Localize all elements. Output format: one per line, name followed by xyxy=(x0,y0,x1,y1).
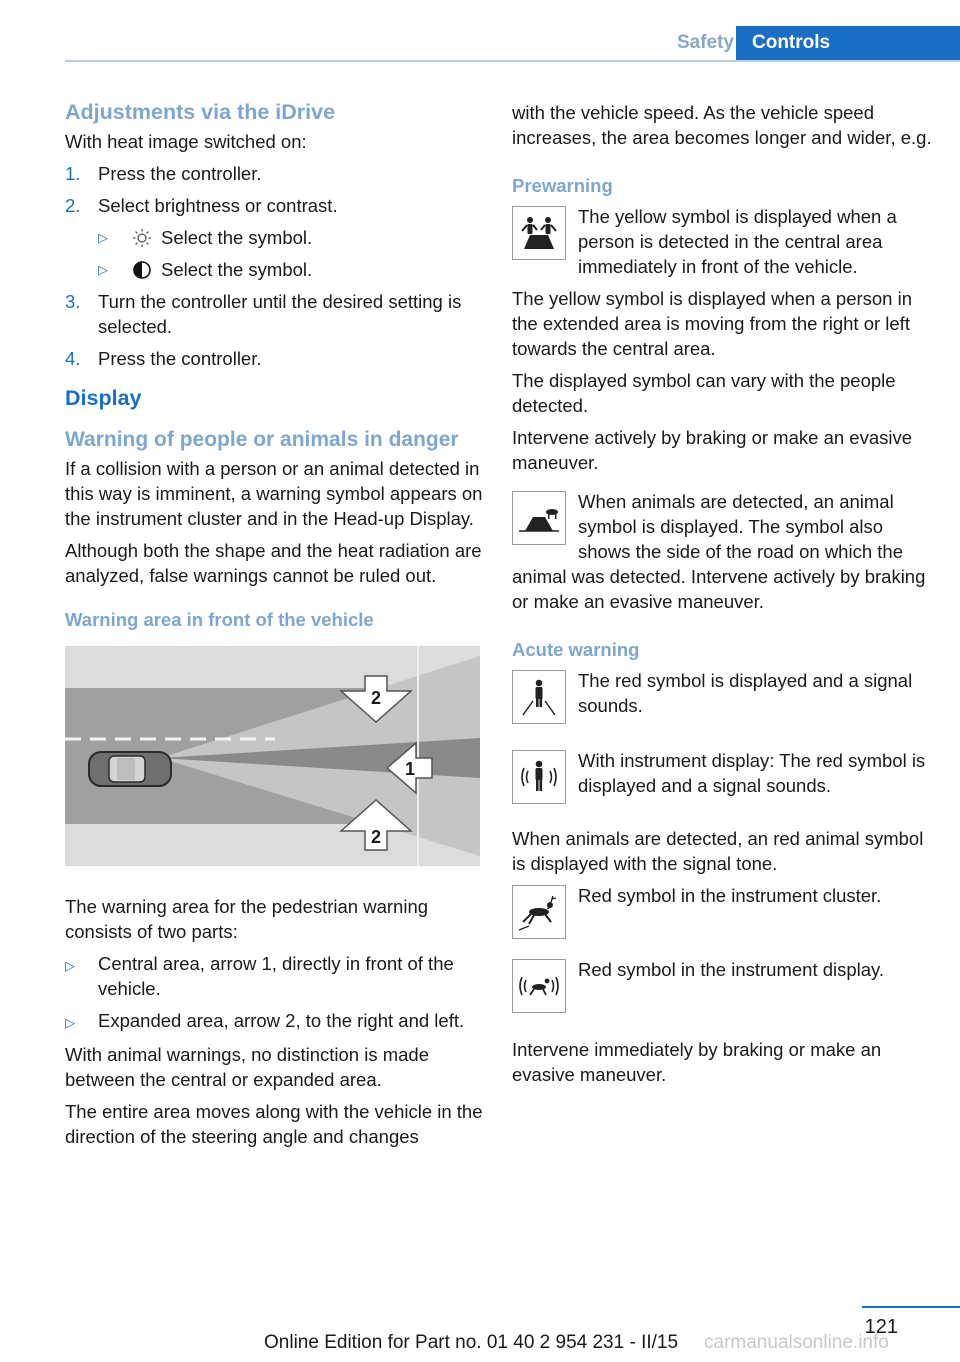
bullet-text: Expanded area, arrow 2, to the right and left. xyxy=(98,1010,465,1031)
footer-edition: Online Edition for Part no. 01 40 2 954 231 - II/15 xyxy=(264,1332,679,1353)
footer-rule xyxy=(862,1306,960,1308)
brightness-icon xyxy=(131,227,153,249)
paragraph-speed: with the vehicle speed. As the vehicle speed increases, the area becomes longer and wider, e.g. xyxy=(512,102,932,148)
prewarning-text-yellow1: The yellow symbol is displayed when a person is detected in the central area immediately in front of the vehicle. xyxy=(578,206,897,277)
warning-area-diagram xyxy=(65,646,480,866)
pedestrians-icon xyxy=(512,206,566,260)
paragraph-although: Although both the shape and the heat radiation are analyzed, false warnings cannot be ruled out. xyxy=(65,540,482,586)
paragraph-area-parts: The warning area for the pedestrian warning consists of two parts: xyxy=(65,896,429,942)
paragraph-heat: With heat image switched on: xyxy=(65,131,307,152)
right-column xyxy=(512,100,932,1094)
heading-warning-area: Warning area in front of the vehicle xyxy=(65,609,374,630)
heading-prewarning: Prewarning xyxy=(512,175,613,196)
paragraph-yellow2: The yellow symbol is displayed when a person in the extended area is moving from the right or left towards the central area. xyxy=(512,288,913,359)
paragraph-intervene1: Intervene actively by braking or make an evasive maneuver. xyxy=(512,427,913,473)
red-cluster-block xyxy=(512,883,932,943)
red-display-text: Red symbol in the instrument display. xyxy=(578,959,885,980)
animal-detect-text: When animals are detected, an animal symbol is displayed. The symbol also shows the side of the road on which the animal was detected. Intervene actively by braking or make an evasive maneuver. xyxy=(512,491,926,612)
step-number: 3. xyxy=(65,291,81,312)
acute-text-2: With instrument display: The red symbol is displayed and a signal sounds. xyxy=(578,750,926,796)
left-column xyxy=(65,100,483,1156)
sub-item-text: Select the symbol. xyxy=(161,227,313,248)
acute-text-1: The red symbol is displayed and a signal sounds. xyxy=(578,670,913,716)
heading-display: Display xyxy=(65,386,142,410)
animal-detect-block xyxy=(512,489,932,614)
step-text: Press the controller. xyxy=(98,163,262,184)
bullet-expanded xyxy=(65,1008,483,1035)
animal-road-icon xyxy=(512,491,566,545)
paragraph-red-animal: When animals are detected, an red animal symbol is displayed with the signal tone. xyxy=(512,828,924,874)
pedestrian-road-icon xyxy=(512,670,566,724)
step-4 xyxy=(65,346,483,371)
heading-warning: Warning of people or animals in danger xyxy=(65,428,459,451)
header-rule xyxy=(65,60,960,62)
paragraph-intervene2: Intervene immediately by braking or make an evasive maneuver. xyxy=(512,1039,882,1085)
step-1 xyxy=(65,161,483,186)
step-number: 2. xyxy=(65,195,81,216)
step-3 xyxy=(65,289,483,339)
paragraph-vary: The displayed symbol can vary with the people detected. xyxy=(512,370,896,416)
heading-acute: Acute warning xyxy=(512,639,640,660)
paragraph-animal: With animal warnings, no distinction is made between the central or expanded area. xyxy=(65,1044,429,1090)
bullet-central xyxy=(65,951,483,1001)
step-2 xyxy=(65,193,483,218)
sub-item-contrast xyxy=(98,257,483,282)
car-icon xyxy=(89,752,171,786)
contrast-icon xyxy=(131,259,153,281)
red-cluster-text: Red symbol in the instrument cluster. xyxy=(578,885,882,906)
arrow-label-center: 1 xyxy=(404,759,416,779)
step-text: Select brightness or contrast. xyxy=(98,195,338,216)
step-text: Turn the controller until the desired setting is selected. xyxy=(98,291,462,337)
deer-icon xyxy=(512,885,566,939)
tab-safety: Safety xyxy=(676,32,734,53)
triangle-bullet-icon: ▷ xyxy=(65,1015,75,1030)
deer-signal-icon xyxy=(512,959,566,1013)
triangle-bullet-icon: ▷ xyxy=(65,958,75,973)
paragraph-collision: If a collision with a person or an animal detected in this way is imminent, a warning symbol appears on the instrument cluster and in the Head-up Display. xyxy=(65,458,483,529)
arrow-label-bottom: 2 xyxy=(370,827,382,847)
triangle-bullet-icon: ▷ xyxy=(98,230,108,245)
bullet-text: Central area, arrow 1, directly in front of the vehicle. xyxy=(98,953,454,999)
paragraph-moves: The entire area moves along with the vehicle in the direction of the steering angle and changes xyxy=(65,1101,483,1147)
sub-item-brightness xyxy=(98,225,483,250)
step-text: Press the controller. xyxy=(98,348,262,369)
step-number: 1. xyxy=(65,163,81,184)
step-number: 4. xyxy=(65,348,81,369)
prewarning-symbol-block xyxy=(512,204,932,279)
triangle-bullet-icon: ▷ xyxy=(98,262,108,277)
acute-symbol-block-2 xyxy=(512,748,932,808)
page-number: 121 xyxy=(864,1316,898,1338)
watermark: carmanualsonline.info xyxy=(704,1332,889,1353)
sub-item-text: Select the symbol. xyxy=(161,259,313,280)
tab-controls: Controls xyxy=(736,26,960,62)
red-display-block xyxy=(512,957,932,1017)
acute-symbol-block-1 xyxy=(512,668,932,728)
heading-idrive: Adjustments via the iDrive xyxy=(65,100,336,124)
arrow-label-top: 2 xyxy=(370,688,382,708)
pedestrian-signal-icon xyxy=(512,750,566,804)
